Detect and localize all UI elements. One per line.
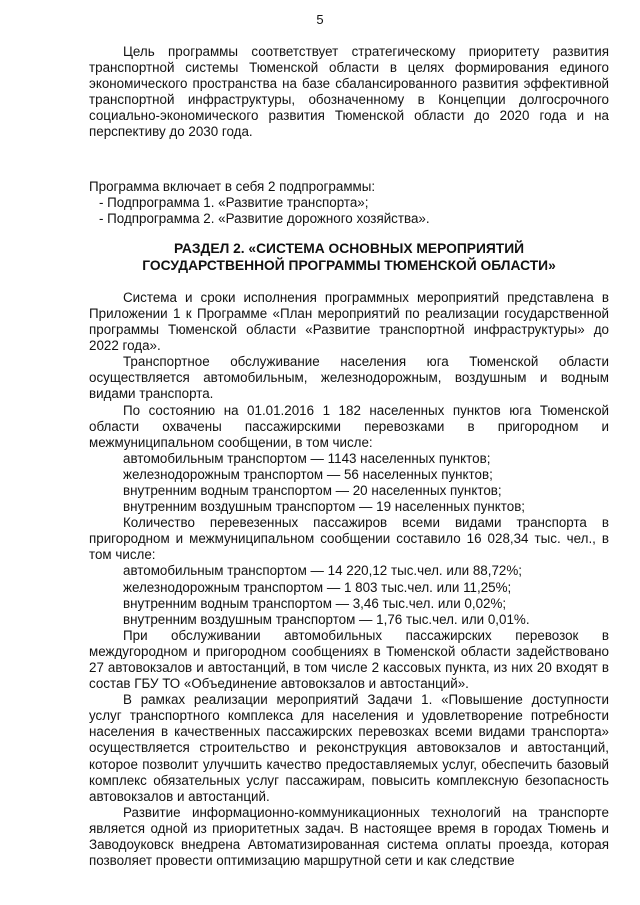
settlements-item-air: внутренним воздушным транспортом — 19 населенных пунктов;: [123, 499, 526, 515]
passengers-item-rail: железнодорожным транспортом — 1 803 тыс.чел. или 11,25%;: [123, 579, 512, 595]
passengers-item-air: внутренним воздушным транспортом — 1,76 тыс.чел. или 0,01%.: [123, 611, 530, 627]
section-title-line-1: РАЗДЕЛ 2. «СИСТЕМА ОСНОВНЫХ МЕРОПРИЯТИЙ: [173, 240, 525, 256]
document-body: [89, 44, 609, 869]
intro-paragraph: Цель программы соответствует стратегическому приоритету развития транспортной системы Тюменской области в целях формирования единого экономического пространства на базе сбалансированного развития эффективной транспортной инфраструктуры, обозначенному в Концепции долгосрочного социально-экономического развития Тюменской области до 2020 года и на перспективу до 2030 года.: [89, 44, 609, 140]
paragraph-system-terms: Система и сроки исполнения программных мероприятий представлена в Приложении 1 к Программе «План мероприятий по реализации государственной программы Тюменской области «Развитие транспортной инфраструктуры» до 2022 года».: [89, 289, 609, 354]
subprograms-intro: Программа включает в себя 2 подпрограммы:: [89, 178, 376, 194]
paragraph-task-1: В рамках реализации мероприятий Задачи 1. «Повышение доступности услуг транспортного комплекса для населения и удовлетворение потребности населения в качественных пассажирских перевозках всеми видами транспорта» осуществляется строительство и реконструкция автовокзалов и автостанций, которое позволит улучшить качество предоставляемых услуг, обеспечить базовый комплекс обязательных услуг пассажирам, повысить комплексную безопасность автовокзалов и автостанций.: [89, 692, 609, 804]
section-title-line-2: ГОСУДАРСТВЕННОЙ ПРОГРАММЫ ТЮМЕНСКОЙ ОБЛАСТИ»: [142, 257, 556, 273]
subprogram-item-1: - Подпрограмма 1. «Развитие транспорта»;: [99, 194, 369, 210]
paragraph-ict: Развитие информационно-коммуникационных технологий на транспорте является одной из приоритетных задач. В настоящее время в городах Тюмень и Заводоуковск внедрена Автоматизированная система оплаты проезда, которая позволяет провести оптимизацию маршрутной сети и как следствие: [89, 804, 609, 869]
paragraph-passengers-intro: Количество перевезенных пассажиров всеми видами транспорта в пригородном и межмуниципальном сообщении составило 16 028,34 тыс. чел., в том числе:: [89, 515, 609, 563]
passengers-item-water: внутренним водным транспортом — 3,46 тыс.чел. или 0,02%;: [123, 595, 507, 611]
subprogram-item-2: - Подпрограмма 2. «Развитие дорожного хозяйства».: [99, 210, 430, 226]
settlements-item-water: внутренним водным транспортом — 20 населенных пунктов;: [123, 482, 502, 498]
page-number: 5: [316, 12, 324, 27]
subprograms-list: [89, 195, 609, 227]
paragraph-bus-stations: При обслуживании автомобильных пассажирских перевозок в междугородном и пригородном сообщениях в Тюменской области задействовано 27 автовокзалов и автостанций, в том числе 2 кассовых пункта, из них 20 входят в состав ГБУ ТО «Объединение автовокзалов и автостанций».: [89, 627, 609, 692]
section-title: [89, 240, 609, 274]
settlements-item-auto: автомобильным транспортом — 1143 населенных пунктов;: [123, 450, 491, 466]
settlements-item-rail: железнодорожным транспортом — 56 населенных пунктов;: [123, 466, 493, 482]
paragraph-settlements-intro: По состоянию на 01.01.2016 1 182 населенных пунктов юга Тюменской области охвачены пассажирскими перевозками в пригородном и межмуниципальном сообщении, в том числе:: [89, 402, 609, 450]
passengers-item-auto: автомобильным транспортом — 14 220,12 тыс.чел. или 88,72%;: [123, 563, 522, 579]
paragraph-transport-service: Транспортное обслуживание населения юга Тюменской области осуществляется автомобильным, железнодорожным, воздушным и водным видами транспорта.: [89, 354, 609, 402]
